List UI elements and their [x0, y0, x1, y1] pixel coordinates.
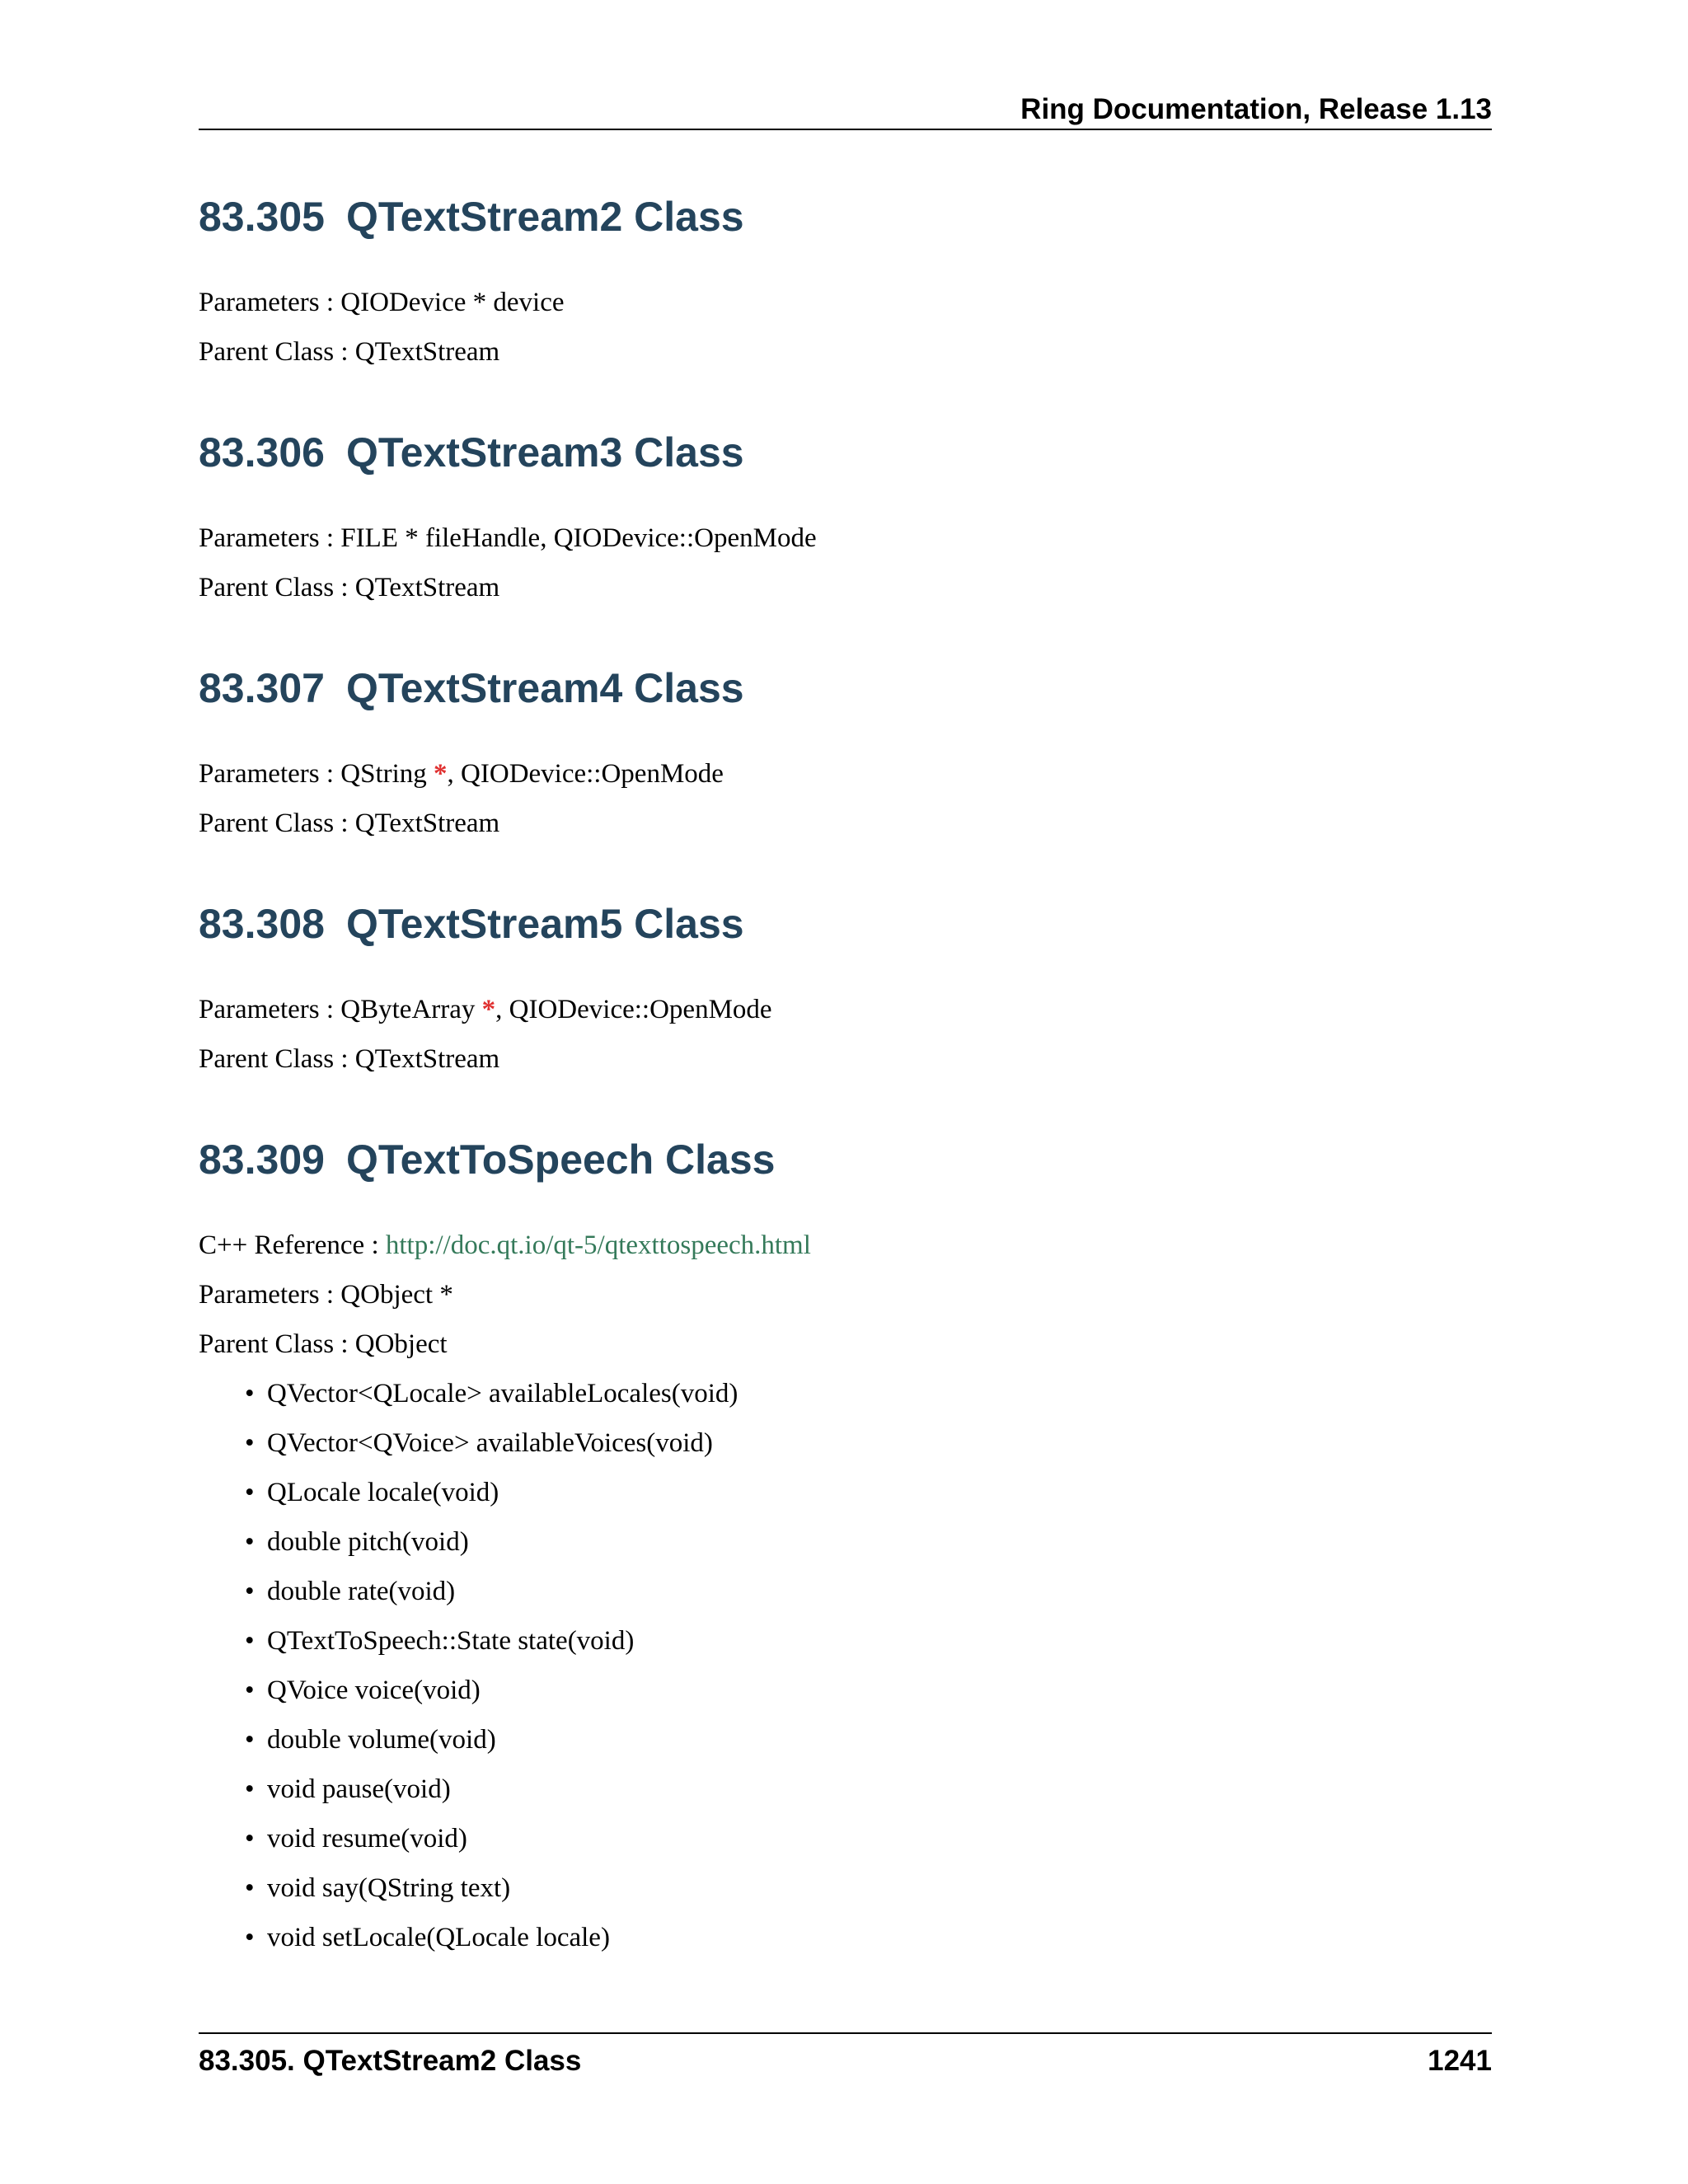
list-item: [199, 1674, 738, 1723]
list-item: [199, 1921, 738, 1971]
cpp-reference-label: C++ Reference :: [199, 1230, 386, 1260]
parameters-label: Parameters :: [199, 288, 341, 317]
section-qtextstream3: [199, 428, 1492, 602]
list-item: [199, 1723, 738, 1773]
section-number: 83.309: [199, 1137, 325, 1183]
parameters-value: QIODevice * device: [340, 288, 565, 317]
parameters-line: [199, 757, 724, 790]
pointer-star: *: [434, 759, 448, 789]
parent-class-value: QTextStream: [354, 337, 500, 367]
method-signature: QVoice voice(void): [267, 1675, 481, 1705]
bullet-icon: •: [245, 1675, 255, 1705]
list-item: [199, 1872, 738, 1921]
section-qtextstream5: [199, 899, 1492, 1074]
cpp-reference-line: [199, 1229, 811, 1262]
bullet-icon: •: [245, 1774, 255, 1804]
list-item: [199, 1476, 738, 1526]
pointer-star: *: [481, 995, 496, 1024]
section-qtextstream4: [199, 663, 1492, 838]
page-number: 1241: [1428, 2045, 1492, 2077]
section-heading: QTextStream2 Class: [345, 194, 744, 240]
parameters-type: QByteArray: [340, 995, 482, 1024]
parameters-value: QObject *: [340, 1280, 453, 1310]
method-signature: double rate(void): [267, 1577, 456, 1606]
method-signature: QVector<QLocale> availableLocales(void): [267, 1379, 738, 1408]
section-qtexttospeech: [199, 1135, 1492, 1952]
parent-class-label: Parent Class :: [199, 808, 355, 838]
section-heading: QTextStream4 Class: [345, 665, 744, 711]
parent-class-value: QTextStream: [354, 808, 500, 838]
parent-class-line: [199, 571, 499, 604]
section-number: 83.308: [199, 901, 325, 947]
section-title: [199, 663, 1492, 713]
list-item: [199, 1377, 738, 1427]
parameters-line: [199, 1278, 453, 1311]
bullet-icon: •: [245, 1725, 255, 1755]
bullet-icon: •: [245, 1577, 255, 1606]
parent-class-label: Parent Class :: [199, 1329, 355, 1359]
section-title: [199, 428, 1492, 477]
parent-class-label: Parent Class :: [199, 1044, 355, 1074]
bullet-icon: •: [245, 1626, 255, 1656]
parent-class-label: Parent Class :: [199, 573, 355, 602]
parameters-line: [199, 993, 772, 1026]
section-heading: QTextToSpeech Class: [345, 1137, 776, 1183]
bullet-icon: •: [245, 1478, 255, 1507]
method-signature: QLocale locale(void): [267, 1478, 499, 1507]
method-signature: void resume(void): [267, 1824, 467, 1854]
section-number: 83.307: [199, 665, 325, 711]
parent-class-value: QObject: [354, 1329, 448, 1359]
parameters-label: Parameters :: [199, 1280, 341, 1310]
parent-class-value: QTextStream: [354, 1044, 500, 1074]
list-item: [199, 1773, 738, 1822]
method-signature: double pitch(void): [267, 1527, 469, 1557]
parameters-rest: , QIODevice::OpenMode: [495, 995, 772, 1024]
parent-class-line: [199, 1328, 448, 1361]
method-signature: void say(QString text): [267, 1873, 511, 1903]
bullet-icon: •: [245, 1873, 255, 1903]
parent-class-line: [199, 807, 499, 840]
method-signature: QVector<QVoice> availableVoices(void): [267, 1428, 713, 1458]
parent-class-label: Parent Class :: [199, 337, 355, 367]
list-item: [199, 1575, 738, 1624]
section-number: 83.306: [199, 429, 325, 476]
page-footer: [199, 2032, 1492, 2082]
bullet-icon: •: [245, 1428, 255, 1458]
parent-class-value: QTextStream: [354, 573, 500, 602]
parent-class-line: [199, 1043, 499, 1076]
parameters-rest: , QIODevice::OpenMode: [447, 759, 724, 789]
bullet-icon: •: [245, 1379, 255, 1408]
list-item: [199, 1822, 738, 1872]
bullet-icon: •: [245, 1527, 255, 1557]
section-title: [199, 899, 1492, 949]
parameters-type: QString: [340, 759, 434, 789]
page-header: [199, 89, 1492, 130]
list-item: [199, 1624, 738, 1674]
method-list: [199, 1377, 738, 1971]
footer-section-ref: 83.305. QTextStream2 Class: [199, 2045, 582, 2077]
bullet-icon: •: [245, 1923, 255, 1952]
list-item: [199, 1526, 738, 1575]
method-signature: void setLocale(QLocale locale): [267, 1923, 610, 1952]
running-title: Ring Documentation, Release 1.13: [1020, 93, 1492, 125]
method-signature: void pause(void): [267, 1774, 451, 1804]
method-signature: double volume(void): [267, 1725, 496, 1755]
parameters-label: Parameters :: [199, 523, 341, 553]
cpp-reference-link[interactable]: http://doc.qt.io/qt-5/qtexttospeech.html: [385, 1230, 811, 1260]
parameters-value: FILE * fileHandle, QIODevice::OpenMode: [340, 523, 817, 553]
list-item: [199, 1427, 738, 1476]
section-heading: QTextStream3 Class: [345, 429, 744, 476]
bullet-icon: •: [245, 1824, 255, 1854]
parameters-line: [199, 286, 564, 319]
parameters-label: Parameters :: [199, 759, 341, 789]
section-number: 83.305: [199, 194, 325, 240]
parent-class-line: [199, 335, 499, 368]
section-title: [199, 1135, 1492, 1184]
method-signature: QTextToSpeech::State state(void): [267, 1626, 635, 1656]
section-qtextstream2: [199, 192, 1492, 367]
section-heading: QTextStream5 Class: [345, 901, 744, 947]
parameters-label: Parameters :: [199, 995, 341, 1024]
parameters-line: [199, 522, 817, 555]
section-title: [199, 192, 1492, 241]
